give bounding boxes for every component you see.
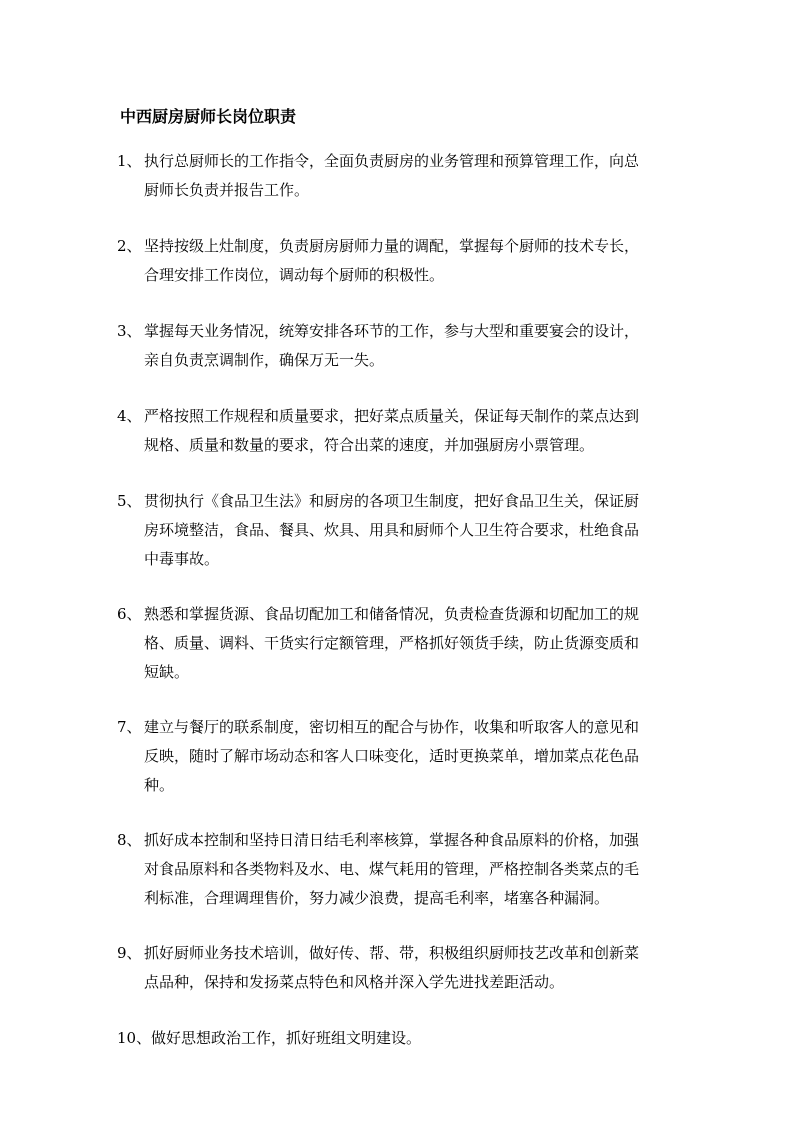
item-line: 短缺。 xyxy=(144,663,190,681)
item-line: 房环境整洁，食品、餐具、炊具、用具和厨师个人卫生符合要求，杜绝食品 xyxy=(144,521,640,539)
item-text xyxy=(144,402,682,460)
item-line: 建立与餐厅的联系制度，密切相互的配合与协作，收集和听取客人的意见和 xyxy=(144,718,640,736)
item-line: 严格按照工作规程和质量要求，把好菜点质量关，保证每天制作的菜点达到 xyxy=(144,407,640,425)
item-line: 做好思想政治工作，抓好班组文明建设。 xyxy=(151,1029,422,1047)
item-text xyxy=(144,939,682,997)
item-line: 利标准，合理调理售价，努力减少浪费，提高毛利率，堵塞各种漏洞。 xyxy=(144,889,610,907)
item-number: 4、 xyxy=(117,407,142,425)
item-text xyxy=(144,147,682,205)
item-line: 厨师长负责并报告工作。 xyxy=(144,181,310,199)
item-number: 9、 xyxy=(117,944,142,962)
duty-item-6 xyxy=(117,600,682,687)
spacer xyxy=(117,574,682,600)
spacer xyxy=(117,290,682,317)
item-text xyxy=(144,600,682,687)
spacer xyxy=(117,375,682,402)
item-line: 亲自负责烹调制作，确保万无一失。 xyxy=(144,351,385,369)
spacer xyxy=(117,800,682,826)
duty-item-8 xyxy=(117,826,682,913)
item-line: 中毒事故。 xyxy=(144,550,220,568)
item-number: 8、 xyxy=(117,831,142,849)
item-number: 5、 xyxy=(117,492,142,510)
item-line: 坚持按级上灶制度，负责厨房厨师力量的调配，掌握每个厨师的技术专长， xyxy=(144,237,640,255)
item-text xyxy=(144,317,682,375)
spacer xyxy=(117,687,682,713)
document-title: 中西厨房厨师长岗位职责 xyxy=(120,107,297,126)
item-line: 规格、质量和数量的要求，符合出菜的速度，并加强厨房小票管理。 xyxy=(144,436,595,454)
item-number: 10、 xyxy=(117,1029,152,1047)
duty-item-3 xyxy=(117,317,682,375)
item-line: 种。 xyxy=(144,776,175,794)
item-line: 执行总厨师长的工作指令，全面负责厨房的业务管理和预算管理工作，向总 xyxy=(144,152,640,170)
duty-item-10 xyxy=(117,1024,682,1053)
spacer xyxy=(117,913,682,939)
item-line: 抓好厨师业务技术培训，做好传、帮、带，积极组织厨师技艺改革和创新菜 xyxy=(144,944,640,962)
item-line: 合理安排工作岗位，调动每个厨师的积极性。 xyxy=(144,266,445,284)
item-text xyxy=(144,826,682,913)
duty-item-7 xyxy=(117,713,682,800)
duty-item-5 xyxy=(117,487,682,574)
duty-list xyxy=(117,147,682,1053)
item-line: 对食品原料和各类物料及水、电、煤气耗用的管理，严格控制各类菜点的毛 xyxy=(144,860,640,878)
item-text xyxy=(144,713,682,800)
item-text xyxy=(144,232,682,290)
duty-item-9 xyxy=(117,939,682,997)
item-line: 格、质量、调料、干货实行定额管理，严格抓好领货手续，防止货源变质和 xyxy=(144,634,640,652)
spacer xyxy=(117,460,682,487)
item-line: 抓好成本控制和坚持日清日结毛利率核算，掌握各种食品原料的价格，加强 xyxy=(144,831,640,849)
item-line: 反映，随时了解市场动态和客人口味变化，适时更换菜单，增加菜点花色品 xyxy=(144,747,640,765)
item-number: 1、 xyxy=(117,152,142,170)
item-line: 熟悉和掌握货源、食品切配加工和储备情况，负责检查货源和切配加工的规 xyxy=(144,605,640,623)
item-number: 6、 xyxy=(117,605,142,623)
item-number: 7、 xyxy=(117,718,142,736)
item-text xyxy=(151,1024,682,1053)
item-line: 贯彻执行《食品卫生法》和厨房的各项卫生制度，把好食品卫生关，保证厨 xyxy=(144,492,640,510)
item-line: 点品种，保持和发扬菜点特色和风格并深入学先进找差距活动。 xyxy=(144,973,565,991)
duty-item-1 xyxy=(117,147,682,205)
duty-item-4 xyxy=(117,402,682,460)
spacer xyxy=(117,997,682,1024)
duty-item-2 xyxy=(117,232,682,290)
spacer xyxy=(117,205,682,232)
item-number: 2、 xyxy=(117,237,142,255)
item-text xyxy=(144,487,682,574)
item-line: 掌握每天业务情况，统筹安排各环节的工作，参与大型和重要宴会的设计， xyxy=(144,322,640,340)
item-number: 3、 xyxy=(117,322,142,340)
